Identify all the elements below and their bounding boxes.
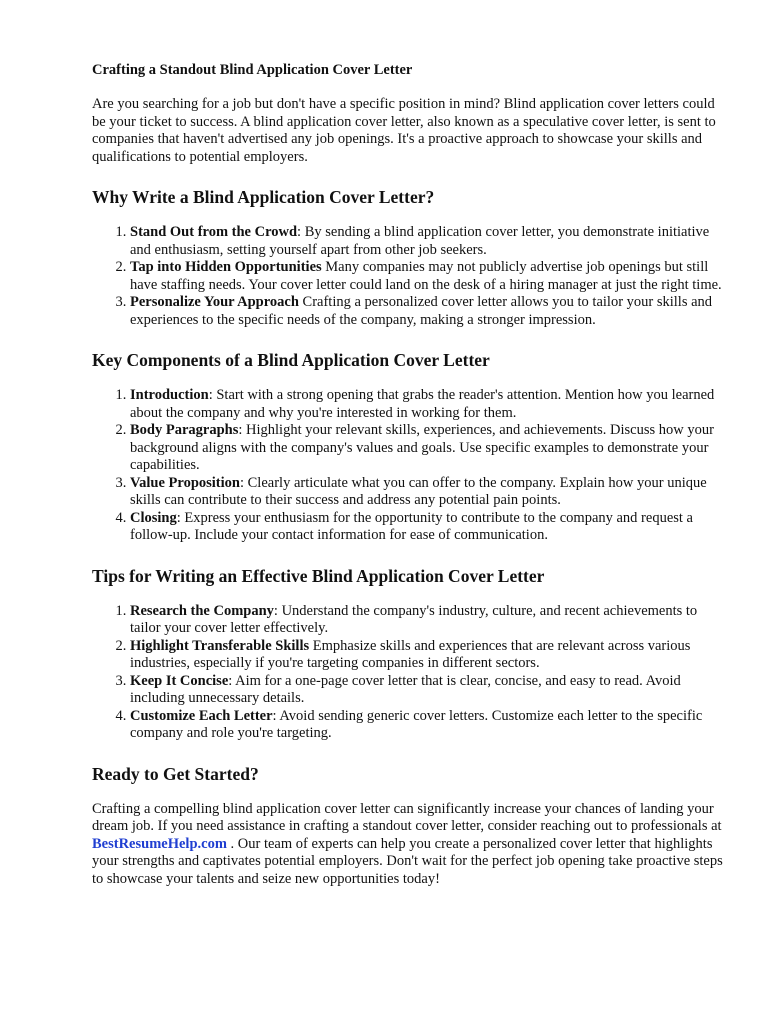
list-item: [130, 510, 724, 545]
components-list: [92, 387, 724, 545]
list-item-term: Personalize Your Approach: [130, 294, 299, 310]
section-heading-components: Key Components of a Blind Application Cover Letter: [92, 350, 490, 370]
list-item: [130, 673, 724, 708]
list-item: [130, 259, 724, 294]
list-item: [130, 294, 724, 329]
intro-paragraph: Are you searching for a job but don't have a specific position in mind? Blind application cover letters could be your ticket to success. A blind application cover letter, also known as a speculative cover letter, is sent to companies that haven't advertised any job openings. It's a proactive approach to showcase your skills and qualifications to potential employers.: [92, 96, 716, 165]
closing-paragraph: [92, 801, 724, 889]
document-page: [92, 60, 724, 888]
list-item: [130, 638, 724, 673]
list-item: [130, 224, 724, 259]
list-item-text: Emphasize skills and experiences that are relevant across various industries, especially if you're targeting companies in different sectors.: [130, 637, 691, 671]
list-item: [130, 475, 724, 510]
list-item-text: : Highlight your relevant skills, experiences, and achievements. Discuss how your background aligns with the company's values and goals. Use specific examples to demonstrate your capabilities.: [130, 422, 714, 473]
list-item-term: Stand Out from the Crowd: [130, 224, 298, 240]
closing-text-before: Crafting a compelling blind application cover letter can significantly increase your chances of landing your dream job. If you need assistance in crafting a standout cover letter, consider reaching out to professionals at: [92, 800, 722, 834]
list-item-term: Customize Each Letter: [130, 707, 273, 724]
why-list: [92, 224, 724, 329]
list-item-text: : Avoid sending generic cover letters. Customize each letter to the specific company and role you're targeting.: [130, 707, 703, 741]
list-item-term: Highlight Transferable Skills: [130, 637, 310, 654]
bestresumehelp-link[interactable]: BestResumeHelp.com: [92, 835, 227, 852]
closing-text-after: . Our team of experts can help you create a personalized cover letter that highlights your strengths and captivates potential employers. Don't wait for the perfect job opening take proactive steps to showcase your talents and seize new opportunities today!: [92, 835, 723, 887]
list-item: [130, 387, 724, 422]
list-item-term: Body Paragraphs: [130, 422, 239, 438]
list-item-text: Many companies may not publicly advertise job openings but still have staffing needs. Your cover letter could land on the desk of a hiring manager at just the right time.: [130, 259, 722, 293]
list-item-text: : By sending a blind application cover letter, you demonstrate initiative and enthusiasm, setting yourself apart from other job seekers.: [130, 224, 710, 258]
list-item-text: : Aim for a one-page cover letter that is clear, concise, and easy to read. Avoid including unnecessary details.: [130, 672, 681, 706]
list-item-term: Research the Company: [130, 602, 274, 619]
section-heading-why: Why Write a Blind Application Cover Letter?: [92, 187, 435, 207]
list-item: [130, 708, 724, 743]
list-item-term: Closing: [130, 509, 177, 526]
list-item-text: : Clearly articulate what you can offer to the company. Explain how your unique skills can contribute to their success and address any potential pain points.: [130, 474, 707, 508]
list-item-text: : Start with a strong opening that grabs the reader's attention. Mention how you learned about the company and why you're interested in working for them.: [130, 387, 715, 421]
list-item-term: Introduction: [130, 387, 209, 403]
list-item-text: : Express your enthusiasm for the opportunity to contribute to the company and request a follow-up. Include your contact information for ease of communication.: [130, 509, 693, 543]
list-item-term: Tap into Hidden Opportunities: [130, 259, 322, 275]
list-item: [130, 603, 724, 638]
list-item-text: : Understand the company's industry, culture, and recent achievements to tailor your cover letter effectively.: [130, 602, 698, 636]
tips-list: [92, 603, 724, 743]
document-title: Crafting a Standout Blind Application Cover Letter: [92, 62, 413, 78]
list-item-term: Keep It Concise: [130, 672, 229, 689]
section-heading-tips: Tips for Writing an Effective Blind Application Cover Letter: [92, 565, 545, 586]
section-heading-ready: Ready to Get Started?: [92, 763, 259, 784]
list-item-term: Value Proposition: [130, 474, 240, 491]
list-item: [130, 422, 724, 475]
list-item-text: Crafting a personalized cover letter allows you to tailor your skills and experiences to the specific needs of the company, making a stronger impression.: [130, 294, 713, 328]
